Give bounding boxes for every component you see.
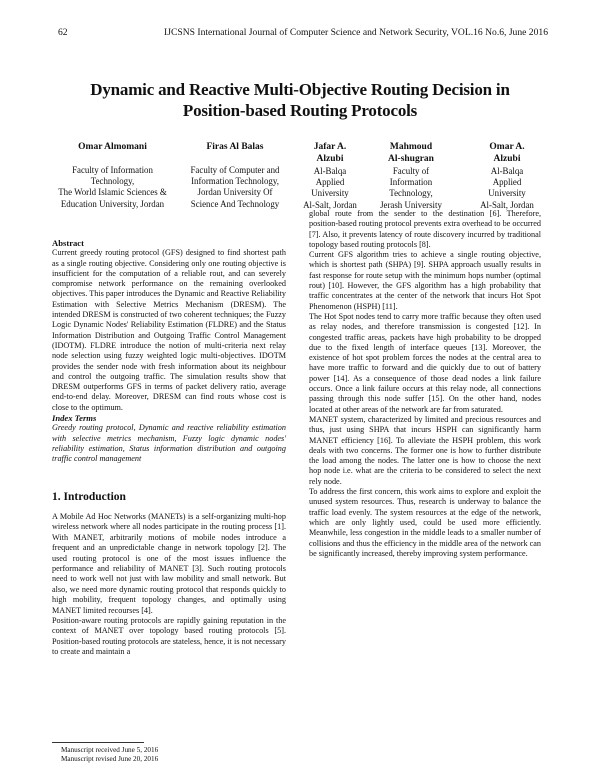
title-line-1: Dynamic and Reactive Multi-Objective Routing Decision in xyxy=(90,80,510,99)
footnote-divider xyxy=(52,742,144,743)
index-terms-text: Greedy routing protocol, Dynamic and reactive reliability estimation with selective metrics mechanism, Fuzzy logic dynamic nodes' reliability estimation, Status information distribution and outgoing traffic control management xyxy=(52,423,286,464)
body-paragraph: global route from the sender to the destination [6]. Therefore, position-based routing protocol prevents extra overhead to be occurred [7]. Also, it prevents latency of route discovery incurred by traditional topology based routing protocols [8]. xyxy=(309,209,541,249)
author-name: Firas Al Balas xyxy=(206,142,264,152)
author-affiliation: Faculty of Computer and Information Technology, Jordan University Of Science And Technology xyxy=(190,165,280,209)
introduction-body xyxy=(52,512,286,658)
paper-title xyxy=(40,79,560,121)
introduction-heading: 1. Introduction xyxy=(52,491,126,503)
journal-header: IJCSNS International Journal of Computer Science and Network Security, VOL.16 No.6, June 2016 xyxy=(164,27,548,38)
author-block-2 xyxy=(175,141,295,210)
body-paragraph: The Hot Spot nodes tend to carry more traffic because they often used as relay nodes, and therefore transmission is congested [12]. In congested traffic areas, packets have high probability to be dropped due to the fixed length of interface queues [13]. Moreover, the existence of hot spot problem forces the nodes at the central area to have more traffic to forward and die quickly due to out of battery power [14]. As a consequence of those dead nodes a link failure occurs. Once a link failure occurs at this relay node, all connections passing through this node suffer [15]. On the other hand, nodes located at other areas of the network are far from saturated. xyxy=(309,311,541,414)
right-column-body xyxy=(309,209,541,559)
index-terms-heading: Index Terms xyxy=(52,413,97,424)
title-line-2: Position-based Routing Protocols xyxy=(182,101,418,120)
author-name: Omar A. Alzubi xyxy=(489,142,525,164)
footnote-revised: Manuscript revised June 20, 2016 xyxy=(61,755,159,763)
body-paragraph: Current GFS algorithm tries to achieve a single routing objective, which is shortest path (SHPA) [9]. SHPA approach usually results in fast response for route setup with the minimum hops number (optimal rout) [10]. However, the GFS algorithm has a high probability that traffic concentrates at the center of the network that incurs Hot Spot Phenomenon (HSPH) [11]. xyxy=(309,250,541,311)
author-affiliation: Faculty of Information Technology, The World Islamic Sciences & Education University, Jordan xyxy=(58,165,167,209)
body-paragraph: To address the first concern, this work aims to explore and exploit the unused system resources. Thus, research is underway to balance the traffic load evenly. The system resources at the edge of the network, which are only lightly used, could be used more efficiently. Meanwhile, less congestion in the middle leads to a smaller number of collisions and thus the efficiency in the middle area of the network can be significantly increased, thereby improving system performance. xyxy=(309,487,541,558)
author-name: Mahmoud Al-shugran xyxy=(388,142,434,164)
abstract-heading: Abstract xyxy=(52,238,84,248)
author-block-3 xyxy=(296,141,364,211)
abstract-text: Current greedy routing protocol (GFS) designed to find shortest path as a single routing objective. Considering only one routing objective is insufficient for the computation of a reliable rout, and can severely compromise network performance on the remaining overlooked objectives. This paper introduces the Dynamic and Reactive Reliability Estimation with Selective Metrics Mechanism (DRESM). The intended DRESM is constructed of two coherent techniques; the Fuzzy Logic Dynamic Nodes' Reliability Estimation (FLDRE) and the Status Information Distribution and Outgoing Traffic Control Management (IDOTM). FLDRE introduce the notion of multi-criteria next relay node selection using fuzzy weighted logic multi-objectives. IDOTM provides the sender node with fresh information about its neighbour and control the outgoing traffic. The simulation results show that DRESM outperforms GFS in terms of packet delivery ratio, average end-to-end delay. Moreover, DRESM can find routs whose cost is close to the optimum. xyxy=(52,248,286,412)
intro-paragraph-1: A Mobile Ad Hoc Networks (MANETs) is a self-organizing multi-hop wireless network where all nodes participate in the routing process [1]. With MANET, arbitrarily motions of mobile nodes introduce a frequent and an unpredictable change in network topology [2]. The used routing protocol is one of the most issues influence the performance and reliability of MANET [3]. Such routing protocols need to work well not just with law mobility and small network. But also, we need more dynamic routing protocol that responds quickly to high mobility, frequent topology changes, and optimally using MANET limited recourses [4]. xyxy=(52,512,286,615)
page-number: 62 xyxy=(58,27,68,38)
body-paragraph: MANET system, characterized by limited and precious resources and thus, just using SHPA that incurs HSPH can significantly harm MANET efficiency [16]. To alleviate the HSPH problem, this work deals with two concerns. The former one is how to further distribute the load among the nodes. The latter one is how to choose the next hop node i.e. what are the criteria to be considered to select the next rely node. xyxy=(309,414,541,486)
author-block-4 xyxy=(366,141,456,211)
author-block-5 xyxy=(472,141,542,211)
footnote-received: Manuscript received June 5, 2016 xyxy=(61,746,159,754)
author-block-1 xyxy=(50,141,175,210)
author-name: Jafar A. Alzubi xyxy=(313,142,347,164)
intro-paragraph-2: Position-aware routing protocols are rapidly gaining reputation in the context of MANET over topology based routing protocols [5]. Position-based routing protocols are stateless, hence, it is not necessary to create and maintain a xyxy=(52,616,286,657)
author-affiliation: Faculty of Information Technology, Jerash University xyxy=(380,166,442,210)
abstract-section xyxy=(52,238,286,465)
author-affiliation: Al-Balqa Applied University Al-Salt, Jordan xyxy=(480,166,534,210)
author-affiliation: Al-Balqa Applied University Al-Salt, Jordan xyxy=(303,166,357,210)
author-name: Omar Almomani xyxy=(78,142,147,152)
